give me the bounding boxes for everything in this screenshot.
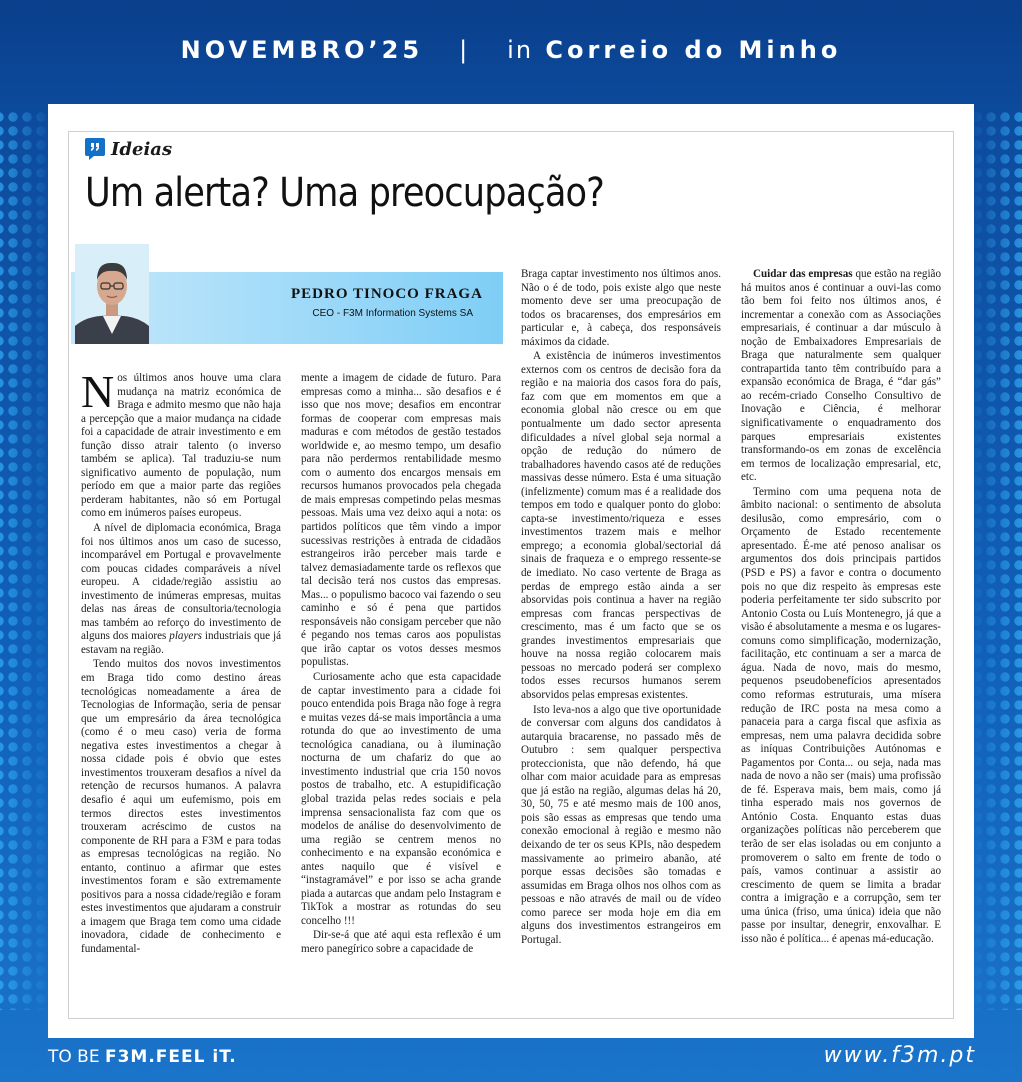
paragraph: mente a imagem de cidade de futuro. Para empresas como a minha... são desafios e é isso que nos move; desafios em encontrar formas de cooperar com empresas mais maduras e com métodos de gestão testados worldwide e, ao mesmo tempo, um desafio para não perdermos rentabilidade mesmo com o aumento dos encargos mensais em recursos humanos provocados pela chegada de mais empresas competindo pelas mesmas pessoas. Mais uma vez deixo aqui a nota: os partidos políticos que têm vindo a impor sucessivas restrições à entrada de cidadãos estrangeiros irão perceber mais tarde e talvez demasiadamente tarde os reflexos que tal decisão terá nos custos das empresas. Mas... o populismo bacoco vai fazendo o seu caminho e só é pena que partidos responsáveis não consigam perceber que não é pegando nos temas caros aos populistas que irão captar os votos desses mesmos populistas. [301,372,501,669]
article-column-3 [521,268,721,948]
article-column-4 [741,268,941,947]
tagline-prefix: TO BE [48,1047,100,1067]
section-tag [85,138,172,160]
paragraph [81,522,281,657]
author-box [71,244,503,336]
bold-lead: Cuidar das empresas [753,268,853,280]
footer-tagline [48,1047,237,1067]
paragraph: Termino com uma pequena nota de âmbito nacional: o sentimento de absoluta desilusão, como empresário, com o Orçamento de Estado recentemente apresentado. É-me até penoso analisar os argumentos dos dois principais partidos (PSD e PS) a favor e contra o documento pois no que diz respeito às empresas este poderia perfeitamente ter sido subscrito por Antonio Costa ou Luís Montenegro, já que a visão é absolutamente a mesma e os lugares-comuns como simplificação, modernização, facilitação, etc continuam a ser a marca de água. Nada de novo, mais do mesmo, pequenos pseudobenefícios apresentados como reformas estruturais, uma mísera redução de IRC posta na mesa como a panaceia para a carga fiscal que asfixia as empresas, nem uma palavra decidida sobre as iníquas Contribuições Autónomas e Pagamentos por Conta... ou seja, nada mas nada de novo a não ser (mais) uma profissão de fé. Esperava mais, bem mais, como já tinha esperado mais nos governos de António Costa. Enquanto estas duas organizações políticas não perceberem que terão de ser elas isoladas ou em conjunto a promoverem o salto em frente de todo o país, vamos continuar a assistir ao crescimento de quem se limita a bradar contra a imigração e a corrupção, sem ter uma única (friso, uma única) ideia que não passe por insultar, denegrir, enxovalhar. E isso não é política... é apenas má-educação. [741,485,941,945]
author-photo [75,244,149,344]
article-title: Um alerta? Uma preocupação? [85,170,604,216]
publication-header [0,36,1022,64]
paragraph [81,366,281,521]
issue-month: NOVEMBRO’25 [180,36,424,64]
author-name: PEDRO TINOCO FRAGA [291,286,483,302]
paragraph: Dir-se-á que até aqui esta reflexão é um mero panegírico sobre a capacidade de [301,929,501,955]
paragraph-text: industriais que já estavam na região. [81,630,282,656]
publication-name: Correio do Minho [545,36,842,64]
decorative-dots-right [970,110,1022,1010]
section-label: Ideias [111,138,173,160]
paragraph: Tendo muitos dos novos investimentos em Braga tido como destino áreas tecnológicas nomeadamente a área de Tecnologias de Informação, seria de pensar que um empresário da área tecnológica (como é o meu caso) veria de forma negativa estes investimentos a chegar à nossa cidade pois é obvio que estes investimentos trouxeram desafios a nível da retenção de recursos humanos. A palavra desafio é aqui um eufemismo, pois em termos directos estes investimentos trouxeram acréscimo de custos na componente de RH para a F3M e para todas as empresas tecnológicas na região. No entanto, continuo a afirmar que estes investimentos foram e são extremamente positivos para a nossa cidade/região e foram estes investimentos que ajudaram a construir a imagem que Braga tem como uma cidade inovadora, cidade de conhecimento e fundamental- [81,658,281,955]
paragraph-text: A nível de diplomacia económica, Braga foi nos últimos anos um caso de sucesso, incomparável em Portugal e provavelmente com poucas cidades comparáveis a nível europeu. A cidade/região assistiu ao investimento de inúmeras empresas, muitas delas nas áreas de consultoria/tecnologia mas também ao reforço do investimento de alguns dos maiores [81,522,281,643]
paragraph: Isto leva-nos a algo que tive oportunidade de conversar com alguns dos candidatos à autarquia bracarense, no passado mês de Outubro : sem qualquer perspectiva proteccionista, que não defendo, há que olhar com maior acuidade para as empresas que já estão na região, algumas delas há 20, 30, 50, 75 e até mesmo mais de 100 anos, pois são essas as empresas que tendo uma conexão emocional à região e mesmo não deixando de ter os seus KPIs, não despedem massivamente ao primeiro abanão, até porque essas decisões são tomadas e assumidas em Braga olhos nos olhos com as pessoas e não através de mail ou de vídeo como parece ser moda hoje em dia em alguns dos investimentos estrangeiros em Portugal. [521,703,721,946]
paragraph: Braga captar investimento nos últimos anos. Não o é de todo, pois existe algo que neste momento deve ser uma preocupação de todos os bracarenses, dos empresários em particular e, à cabeça, dos responsáveis máximos da cidade. [521,268,721,348]
paragraph: A existência de inúmeros investimentos externos com os centros de decisão fora da região e na maioria dos casos fora do país, faz com que em momentos em que a economia global não cresce ou em que pontualmente um dado sector apresenta dificuldades a nível global seja normal a opção de redução do número de trabalhadores havendo casos até de reduções massivas desse número. Esta é uma situação (infelizmente) comum mas é a realidade dos tempos em todo e qualquer ponto do globo: capta-se investimento/riqueza e esses investimentos trazem mais e melhor emprego; a economia global/sectorial dá sinais de fraqueza e o emprego ressente-se de imediato. No caso vertente de Braga as perdas de emprego estão ainda a ser absorvidas pois continua a haver na região empresas com francas perspectivas de crescimento, mas é um facto que se os grandes investimentos empresariais que houve na nossa região colocarem mais pessoas no mercado poderá ser complexo todos esses recursos humanos serem absorvidos pelas empresas existentes. [521,350,721,701]
header-in: in [507,36,534,64]
paragraph: Curiosamente acho que esta capacidade de captar investimento para a cidade foi pouco entendida pois Braga não foge à regra e muitas vezes dá-se mais importância a uma rotunda do que ao investimento de uma tecnológica canadiana, ou à iluminação nocturna de um chafariz do que ao investimento industrial que cria 150 novos postos de trabalho, etc. A estupidificação global trazida pelas redes sociais e pela imprensa sensacionalista faz com que os modelos de análise do desenvolvimento de uma região se centrem menos no conhecimento e na expansão económica e antes naquilo que é visível e “instagramável” e por isso se acha grande piada a autarcas que andam pelo Instagram e TikTok a mostrar as rotundas do seu concelho !!! [301,671,501,927]
drop-cap: N [81,366,115,417]
header-separator: | [459,36,472,64]
newspaper-page [48,104,974,1038]
tagline-brand: F3M.FEEL iT. [104,1047,237,1067]
paragraph-text: os últimos anos houve uma clara mudança na matriz económica de Braga e admito mesmo que não haja a percepção que a maior mudança na cidade foi a capacidade de atrair investimento e em função disso atrair talento (o inverso também se aplica). Tal traduziu-se num significativo aumento de população, num período em que a maior parte das regiões perderam habitantes, não só em Portugal como em inúmeros países europeus. [81,372,281,520]
article-column-2 [301,372,501,958]
decorative-dots-left [0,110,52,1010]
footer-website-link[interactable]: www.f3m.pt [823,1043,976,1068]
quote-mark-icon [85,138,105,160]
italic-term: players [169,630,202,643]
paragraph-text: que estão na região há muitos anos é continuar a ouvi-las como tão bem foi feito nos últimos anos, é incrementar a conexão com as Associações empresariais, é continuar a dar músculo à noção de Embaixadores Empresariais de Braga que naturalmente sem qualquer contrapartida tanto têm contribuído para a expansão económica de Braga, é “dar gás” ao recém-criado Conselho Consultivo de Inovação e Ciência, é melhorar significativamente o enquadramento dos parques empresariais existentes transformando-os em zonas de excelência em termos de localização empresarial, etc, etc. [741,268,942,484]
article-frame [68,131,954,1019]
article-column-1 [81,366,282,958]
paragraph [741,268,941,485]
author-role: CEO - F3M Information Systems SA [312,308,473,319]
